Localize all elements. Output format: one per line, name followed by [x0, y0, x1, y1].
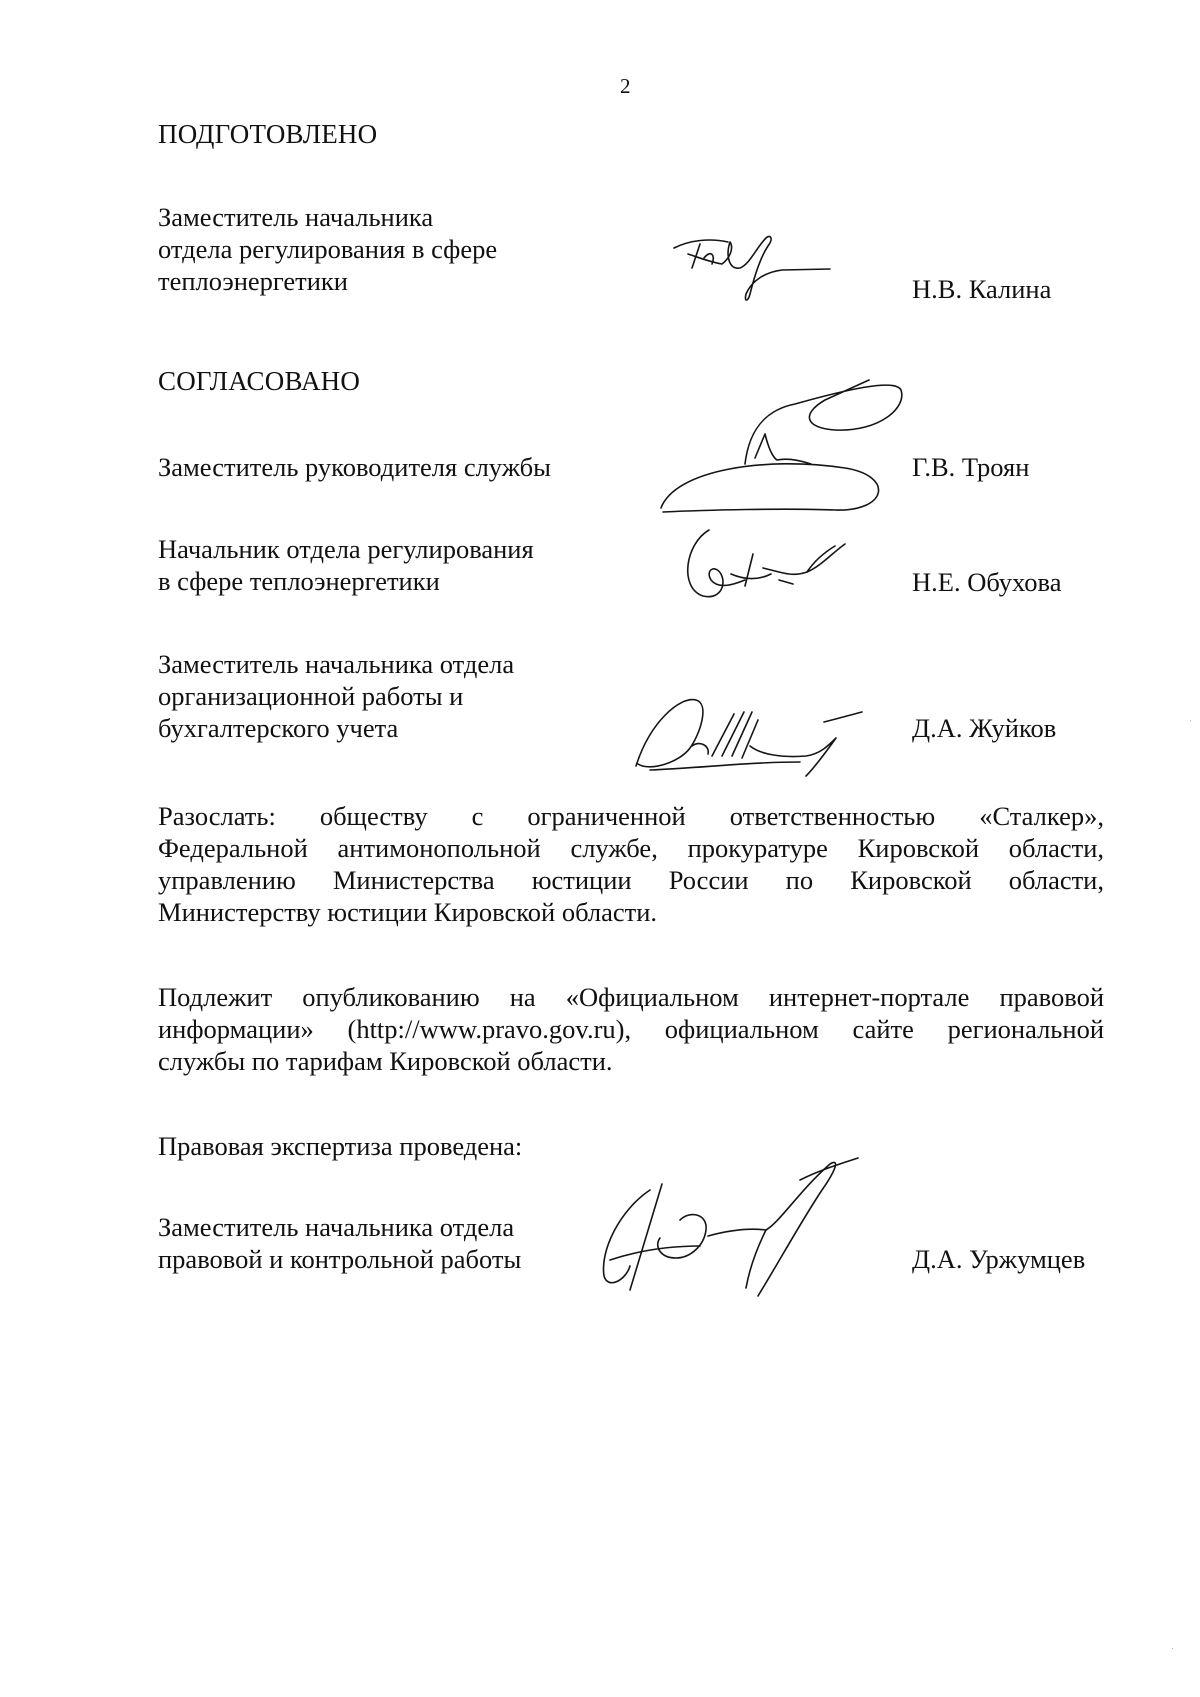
paragraph-line: управлению Министерства юстиции России по Кировской области, [158, 865, 1104, 895]
legal-review-role [158, 1211, 618, 1275]
paragraph-line: информации» (http://www.pravo.gov.ru), официальном сайте региональной [158, 1014, 1104, 1044]
paragraph-line: Министерству юстиции Кировской области. [158, 897, 658, 927]
role-line: бухгалтерского учета [158, 713, 399, 743]
signature-zhuikov [630, 682, 870, 782]
scan-speck [1172, 1648, 1173, 1649]
signature-kalina [670, 228, 840, 318]
distribution-paragraph [158, 800, 1104, 928]
paragraph-line: Федеральной антимонопольной службе, прокуратуре Кировской области, [158, 833, 1104, 863]
role-line: Начальник отдела регулирования [158, 534, 534, 564]
legal-review-name: Д.А. Уржумцев [912, 1244, 1086, 1274]
role-line: правовой и контрольной работы [158, 1244, 522, 1274]
role-line: в сфере теплоэнергетики [158, 566, 440, 596]
role-line: Заместитель начальника отдела [158, 1212, 515, 1242]
role-line: организационной работы и [158, 681, 464, 711]
paragraph-line: Подлежит опубликованию на «Официальном интернет-портале правовой [158, 982, 1104, 1012]
agreed-role-1 [158, 533, 618, 597]
signature-urzhumtsev [590, 1150, 880, 1300]
role-line: Заместитель руководителя службы [158, 452, 551, 482]
legal-review-label-text: Правовая экспертиза проведена: [158, 1131, 523, 1161]
agreed-heading: СОГЛАСОВАНО [158, 366, 361, 396]
role-line: Заместитель начальника [158, 202, 434, 232]
prepared-role [158, 201, 618, 297]
agreed-name-1: Н.Е. Обухова [912, 567, 1062, 597]
prepared-heading: ПОДГОТОВЛЕНО [158, 119, 378, 149]
paragraph-line: службы по тарифам Кировской области. [158, 1046, 613, 1076]
prepared-name: Н.В. Калина [912, 274, 1052, 304]
paragraph-line: Разослать: обществу с ограниченной ответственностью «Сталкер», [158, 801, 1104, 831]
agreed-role-2 [158, 648, 618, 744]
role-line: отдела регулирования в сфере [158, 234, 498, 264]
role-line: Заместитель начальника отдела [158, 649, 515, 679]
signature-obukhova [675, 510, 855, 610]
page-number: 2 [620, 74, 631, 98]
signature-troyan [655, 360, 925, 530]
agreed-name-0: Г.В. Троян [912, 452, 1030, 482]
role-line: теплоэнергетики [158, 266, 348, 296]
agreed-name-2: Д.А. Жуйков [912, 713, 1057, 743]
scan-speck [1190, 720, 1191, 721]
publication-paragraph [158, 981, 1104, 1077]
agreed-role-0 [158, 451, 618, 483]
